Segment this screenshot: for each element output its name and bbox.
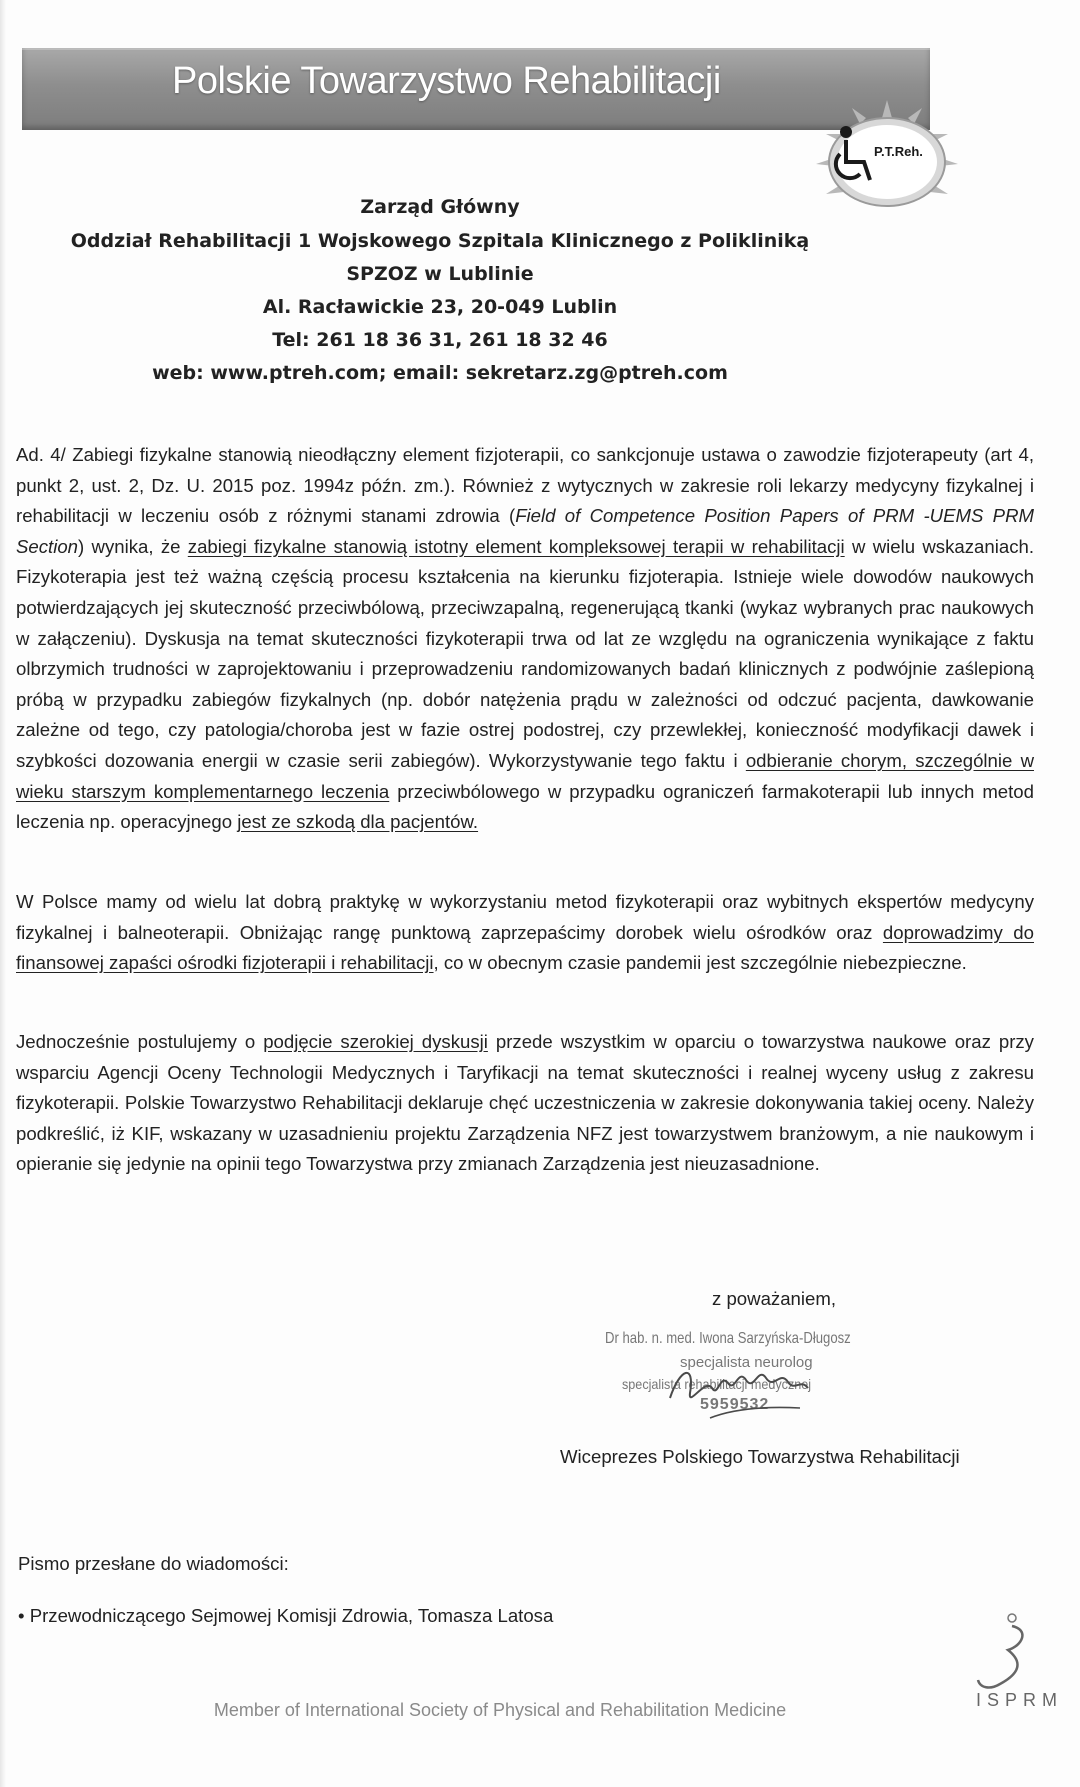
stamp-spec-rehab: specjalista rehabilitacji medycznej: [622, 1376, 812, 1392]
address-line-board: Zarząd Główny: [360, 196, 520, 218]
p1-text-a: Ad. 4/ Zabiegi fizykalne stanowią nieodłączny element fizjoterapii, co sankcjonuje ustawa o zawodzie fizjoterapeuty (art 4, punkt 2, ust. 2, Dz. U. 2015 poz. 1994z późn. zm.). Również z wytycznych w zakresie roli lekarzy medycyny fizykalnej i rehabilitacji w leczeniu osób z różnymi stanami zdrowia (: [16, 444, 1034, 527]
isprm-wordmark: ISPRM: [976, 1690, 1064, 1710]
address-line-phone: Tel: 261 18 36 31, 261 18 32 46: [272, 329, 608, 351]
recipient-item-text: Przewodniczącego Sejmowej Komisji Zdrowia, Tomasza Latosa: [29, 1605, 554, 1626]
p1-text-e: w wielu wskazaniach. Fizykoterapia jest też ważną częścią procesu kształcenia na kierunku fizjoterapia. Istnieje wiele dowodów naukowych potwierdzających jej skuteczność przeciwbólową, przeciwzapalną, regenerującą tkanki (wykaz wybranych prac naukowych w załączeniu). Dyskusja na temat skuteczności fizykoterapii trwa od lat ze względu na ograniczenia wynikające z faktu olbrzymich trudności w zaprojektowaniu i przeprowadzeniu randomizowanych badań klinicznych z podwójnie zaślepioną próbą w przypadku zabiegów fizykalnych (np. dobór natężenia prądu w zależności od odczuć pacjenta, dawkowanie zależne od tego, czy patologia/choroba jest w fazie ostrej podostrej, czy przewlekłej, konieczność modyfikacji dawek i szybkości dozowania energii w czasie serii zabiegów). Wykorzystywanie tego faktu i: [16, 535, 1034, 771]
handwritten-signature: [650, 1348, 820, 1428]
stamp-license-number: 5959532: [700, 1396, 770, 1413]
p2-text-a: W Polsce mamy od wielu lat dobrą praktykę w wykorzystaniu metod fizykoterapii oraz wybitnych ekspertów medycyny fizykalnej i balneoterapii. Obniżając rangę punktową zaprzepaścimy dorobek wielu ośrodków oraz: [16, 891, 1034, 943]
stamp-name: Dr hab. n. med. Iwona Sarzyńska-Długosz: [605, 1330, 851, 1347]
p3-underlined: podjęcie szerokiej dyskusji: [263, 1031, 488, 1052]
p3-text-a: Jednocześnie postulujemy o: [16, 1031, 264, 1052]
address-line-street: Al. Racławickie 23, 20-049 Lublin: [262, 296, 618, 318]
p1-underlined-b: odbieranie chorym, szczególnie w wieku starszym komplementarnego leczenia: [16, 749, 1034, 802]
p1-italic-source: Field of Competence Position Papers of PRM -UEMS PRM Section: [16, 505, 1034, 557]
p2-text-c: , co w obecnym czasie pandemii jest szczególnie niebezpieczne.: [433, 952, 967, 974]
p1-underlined-c: jest ze szkodą dla pacjentów.: [237, 811, 479, 833]
address-line-web-email: web: www.ptreh.com; email: sekretarz.zg@ptreh.com: [152, 362, 728, 384]
p1-underlined-a: zabiegi fizykalne stanowią istotny element kompleksowej terapii w rehabilitacji: [187, 535, 845, 557]
logo-text: P.T.Reh.: [874, 144, 923, 159]
footer-membership: Member of International Society of Physical and Rehabilitation Medicine: [213, 1700, 787, 1720]
p3-text-c: przede wszystkim w oparciu o towarzystwa naukowe oraz przy wsparciu Agencji Oceny Technologii Medycznych i Taryfikacji na temat skuteczności i realnej wyceny usług z zakresu fizykoterapii. Polskie Towarzystwo Rehabilitacji deklaruje chęć uczestniczenia w zakresie dokonywania takiej oceny. Należy podkreślić, iż KIF, wskazany w uzasadnieniu projektu Zarządzenia NFZ jest towarzystwem branżowym, a nie naukowym i opieranie się jedynie na opinii tego Towarzystwa przy zmianach Zarządzenia jest nieuzasadnione.: [16, 1031, 1034, 1175]
paragraph-3: [16, 1027, 1034, 1180]
organization-title: Polskie Towarzystwo Rehabilitacji: [172, 60, 721, 102]
stamp-spec-neurolog: specjalista neurolog: [680, 1354, 813, 1371]
closing-regards: z poważaniem,: [712, 1288, 837, 1309]
paragraph-1: [16, 440, 1034, 838]
p2-underlined: doprowadzimy do finansowej zapaści ośrodki fizjoterapii i rehabilitacji: [16, 921, 1034, 974]
p1-text-g: przeciwbólowego w przypadku ograniczeń farmakoterapii lub innych metod leczenia np. operacyjnego: [16, 780, 1034, 833]
paragraph-2: [16, 887, 1034, 979]
signatory-role: Wiceprezes Polskiego Towarzystwa Rehabilitacji: [560, 1446, 960, 1467]
isprm-figure-icon: [960, 1610, 1060, 1760]
recipients-heading: Pismo przesłane do wiadomości:: [18, 1553, 289, 1574]
recipient-item: • Przewodniczącego Sejmowej Komisji Zdrowia, Tomasza Latosa: [18, 1605, 554, 1626]
letterhead-banner: [22, 48, 930, 130]
p1-text-c: ) wynika, że: [78, 535, 188, 557]
address-line-department: Oddział Rehabilitacji 1 Wojskowego Szpitala Klinicznego z Polikliniką: [70, 230, 810, 252]
address-line-spzoz: SPZOZ w Lublinie: [346, 263, 534, 285]
